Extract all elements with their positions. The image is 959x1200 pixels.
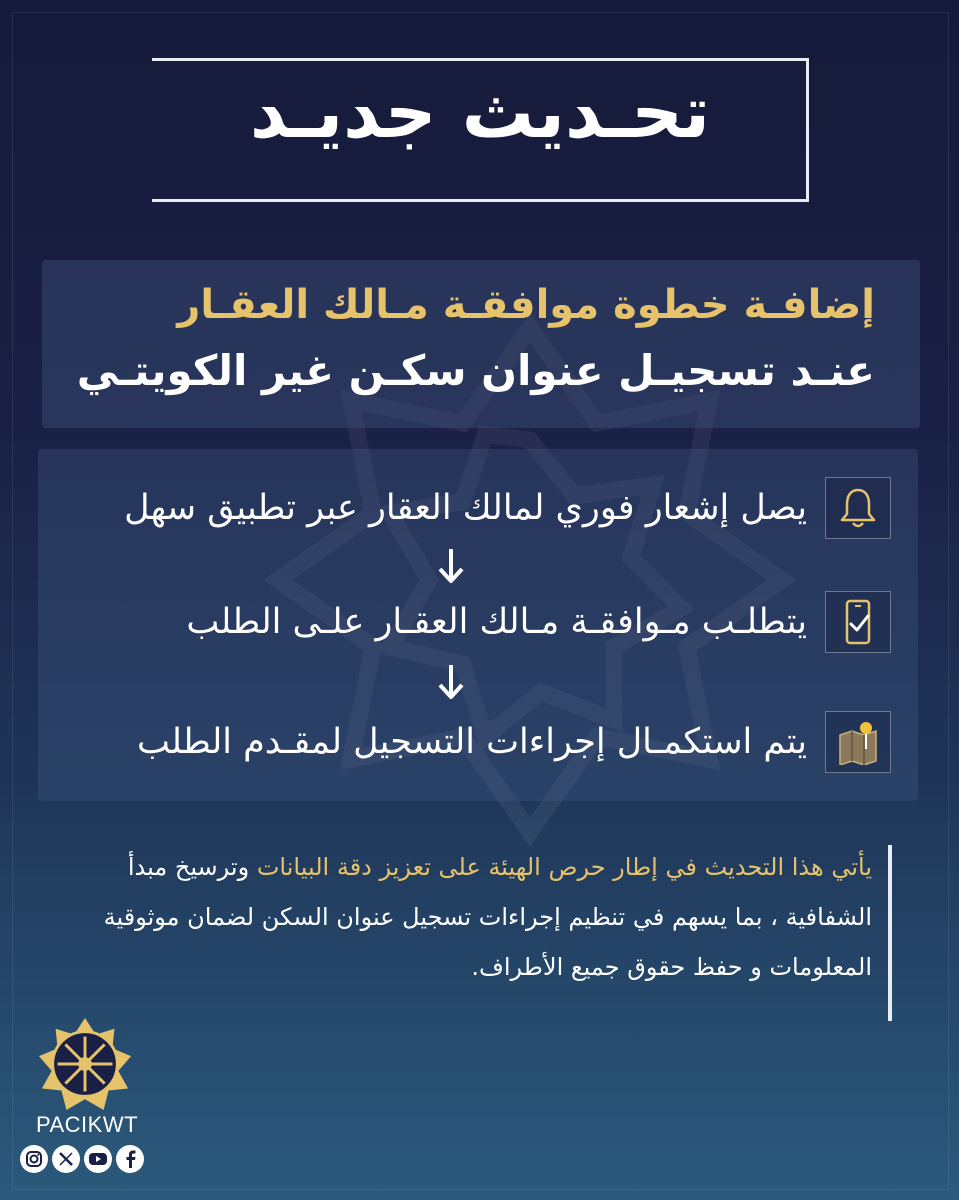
x-icon[interactable] (52, 1145, 80, 1173)
arrow-down-icon (436, 547, 466, 587)
headline-line-2: عنـد تسجيـل عنوان سكـن غير الكويتـي (76, 346, 875, 395)
youtube-icon[interactable] (84, 1145, 112, 1173)
step-2-text: يتطلـب مـوافقـة مـالك العقـار علـى الطلب (186, 602, 807, 642)
instagram-icon[interactable] (20, 1145, 48, 1173)
note-accent-bar (888, 845, 892, 1021)
arrow-down-icon (436, 663, 466, 703)
step-1-text: يصل إشعار فوري لمالك العقار عبر تطبيق سهل (124, 488, 807, 528)
map-pin-icon (825, 711, 891, 773)
note-paragraph (52, 842, 872, 992)
note-highlight: يأتي هذا التحديث في إطار حرص الهيئة على تعزيز دقة البيانات (256, 853, 872, 881)
facebook-icon[interactable] (116, 1145, 144, 1173)
step-3-text: يتم استكمـال إجراءات التسجيل لمقـدم الطلب (136, 722, 807, 762)
phone-check-icon (825, 591, 891, 653)
headline-line-1: إضافـة خطوة موافقـة مـالك العقـار (177, 282, 875, 328)
bell-icon (825, 477, 891, 539)
note-body: وترسيخ مبدأ الشفافية ، بما يسهم في تنظيم إجراءات تسجيل عنوان السكن لضمان موثوقية المعلومات و حفظ حقوق جميع الأطراف. (103, 853, 872, 981)
step-3 (71, 710, 891, 774)
page-title: تحـديث جديـد (249, 70, 711, 154)
step-1 (71, 476, 891, 540)
paci-logo (36, 1015, 134, 1113)
social-links (20, 1145, 144, 1173)
brand-name: PACIKWT (35, 1112, 139, 1137)
step-2 (71, 590, 891, 654)
